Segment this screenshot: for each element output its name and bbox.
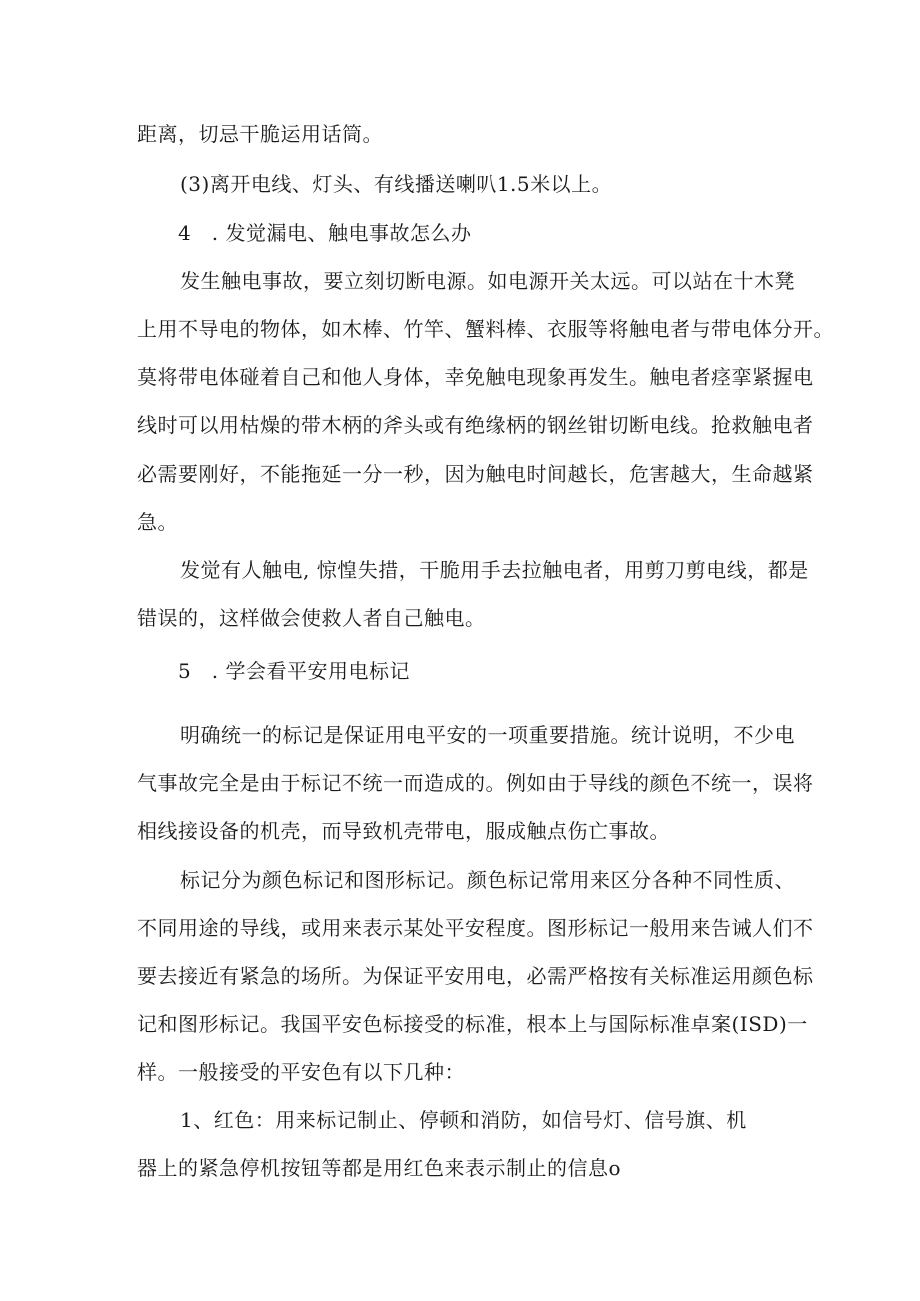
paragraph-line: 急。 [137, 510, 178, 534]
paragraph-line: 样。一般接受的平安色有以下几种： [137, 1060, 465, 1084]
paragraph-line: 发觉有人触电, 惊惶失措，干脆用手去拉触电者，用剪刀剪电线，都是 [180, 558, 809, 582]
paragraph-line: 上用不导电的物体，如木棒、竹竿、蟹料棒、衣服等将触电者与带电体分开。 [137, 317, 834, 341]
paragraph-line: 线时可以用枯燥的带木柄的斧头或有绝缘柄的钢丝钳切断电线。抢救触电者 [137, 413, 814, 437]
paragraph-line: 记和图形标记。我国平安色标接受的标准，根本上与国际标准卓案(ISD)一 [137, 1012, 808, 1036]
paragraph-line: 要去接近有紧急的场所。为保证平安用电，必需严格按有关标准运用颜色标 [137, 964, 814, 988]
paragraph-line: 气事故完全是由于标记不统一而造成的。例如由于导线的颜色不统一，误将 [137, 771, 814, 795]
paragraph-line: 标记分为颜色标记和图形标记。颜色标记常用来区分各种不同性质、 [180, 868, 795, 892]
list-item: 1、红色：用来标记制止、停顿和消防，如信号灯、信号旗、机 [180, 1108, 747, 1132]
paragraph-line: 错误的，这样做会使救人者自己触电。 [137, 606, 486, 630]
paragraph-line: 必需要刚好，不能拖延一分一秒，因为触电时间越长，危害越大，生命越紧 [137, 462, 814, 486]
paragraph-line: 相线接设备的机壳，而导致机壳带电，服成触点伤亡事故。 [137, 819, 670, 843]
list-item: (3)离开电线、灯头、有线播送喇叭1.5米以上。 [180, 172, 613, 196]
section-heading: 4 . 发觉漏电、触电事故怎么办 [178, 221, 472, 245]
paragraph-line: 莫将带电体碰着自己和他人身体，幸免触电现象再发生。触电者痉挛紧握电 [137, 365, 814, 389]
paragraph-line: 发生触电事故，要立刻切断电源。如电源开关太远。可以站在十木凳 [180, 269, 795, 293]
text-line: 距离，切忌干脆运用话筒。 [137, 122, 383, 146]
paragraph-line: 器上的紧急停机按钮等都是用红色来表示制止的信息o [137, 1156, 622, 1180]
paragraph-line: 不同用途的导线，或用来表示某处平安程度。图形标记一般用来告诫人们不 [137, 916, 814, 940]
paragraph-line: 明确统一的标记是保证用电平安的一项重要措施。统计说明，不少电 [180, 723, 795, 747]
section-heading: 5 . 学会看平安用电标记 [178, 659, 410, 683]
